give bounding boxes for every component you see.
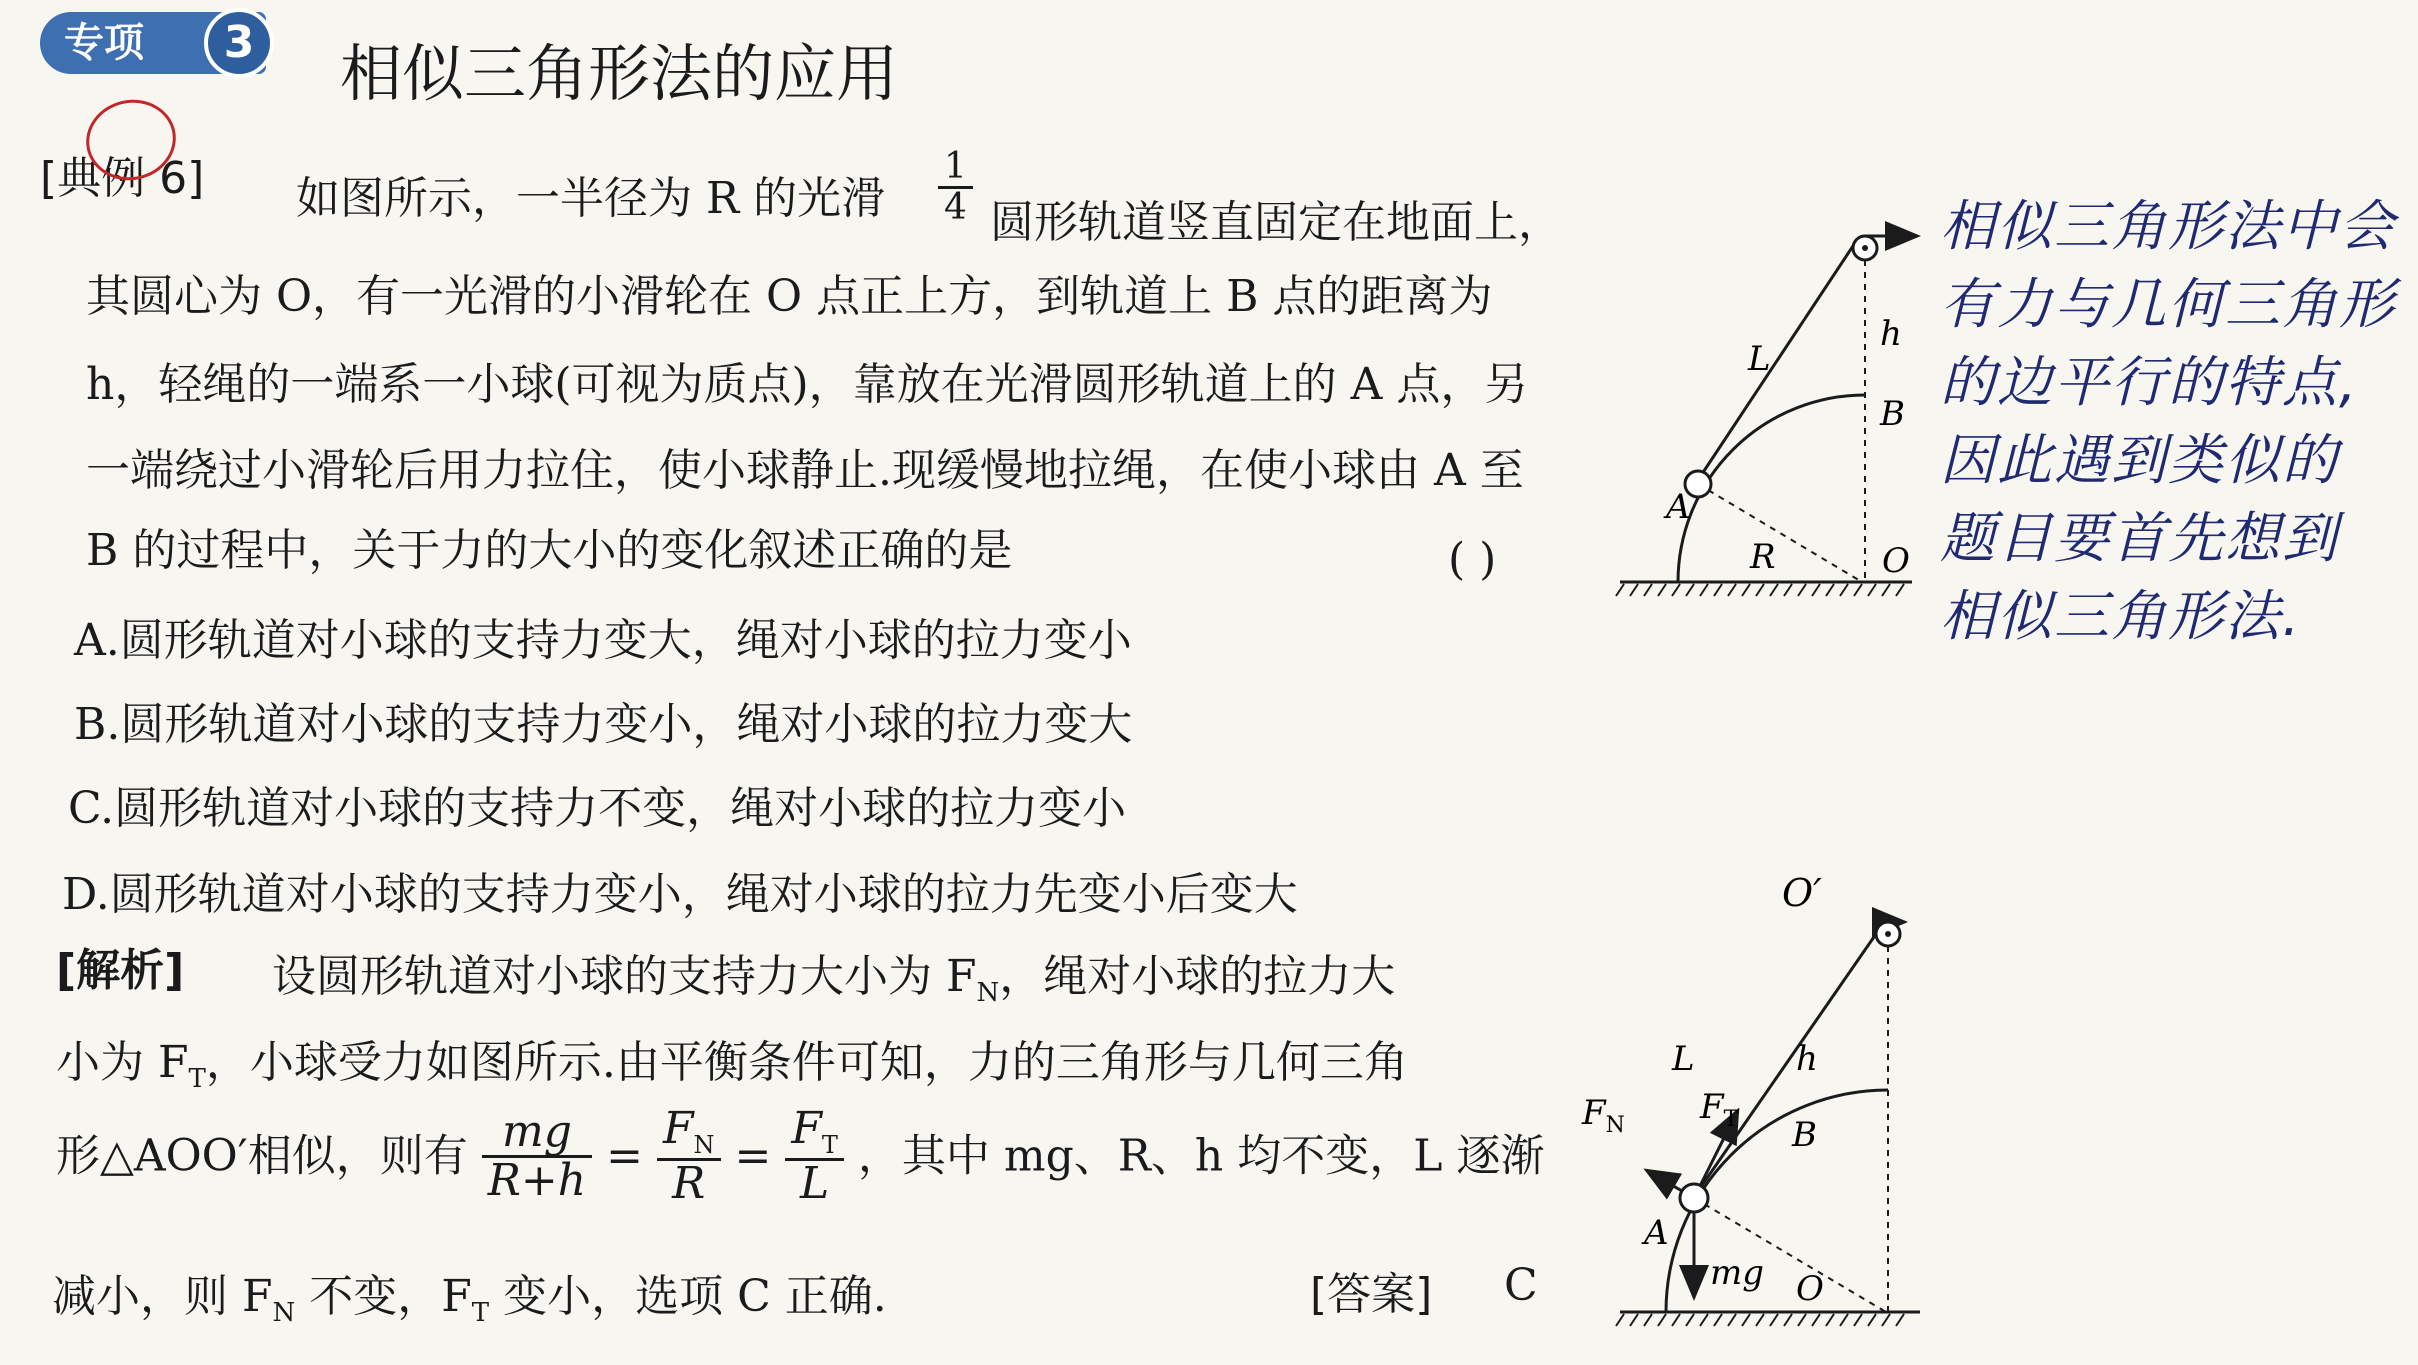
fraction-fn: $\frac{F_N}{R}$ [657, 1106, 721, 1207]
rope-L [1698, 246, 1853, 480]
page-title: 相似三角形法的应用 [340, 37, 899, 110]
solution-line-4: 减小，则 $F_N$ 不变，$F_T$ 变小，选项 C 正确. [52, 1271, 887, 1328]
label-B: B [1792, 1115, 1817, 1155]
example-line-5: B 的过程中，关于力的大小的变化叙述正确的是 [86, 525, 1013, 576]
label-O-prime: O′ [1782, 871, 1822, 915]
label-mg: mg [1710, 1253, 1765, 1293]
option-d: D.圆形轨道对小球的支持力变小，绳对小球的拉力先变小后变大 [62, 869, 1298, 920]
label-FT: $F_T$ [1700, 1087, 1739, 1132]
margin-note-line: 题目要首先想到 [1940, 506, 2340, 570]
fraction-ft: $\frac{F_T}{L}$ [785, 1106, 844, 1207]
label-L: L [1748, 339, 1771, 379]
option-b: B.圆形轨道对小球的支持力变小，绳对小球的拉力变大 [74, 699, 1133, 750]
figure-1-diagram [1600, 200, 1930, 620]
example-tag: [典例 6] [40, 153, 205, 204]
fraction-mg: $\frac{mg}{R+h}$ [482, 1109, 592, 1204]
ground-hatching [1616, 1314, 1904, 1326]
option-c: C.圆形轨道对小球的支持力不变，绳对小球的拉力变小 [68, 783, 1127, 834]
solution-line-2: 小为 $F_T$，小球受力如图所示.由平衡条件可知，力的三角形与几何三角 [56, 1037, 1408, 1094]
section-badge-number: 3 [204, 8, 274, 78]
label-A: A [1666, 487, 1691, 527]
answer-blank: ( ) [1448, 534, 1497, 585]
rope-L [1696, 934, 1876, 1194]
section-badge [40, 12, 266, 74]
label-L: L [1672, 1039, 1695, 1079]
figure-2-diagram [1560, 860, 1930, 1330]
margin-note-line: 因此遇到类似的 [1940, 428, 2340, 492]
example-line-3: h，轻绳的一端系一小球(可视为质点)，靠放在光滑圆形轨道上的 A 点，另 [86, 359, 1529, 410]
option-a: A.圆形轨道对小球的支持力变大，绳对小球的拉力变小 [74, 615, 1132, 666]
ball-A [1680, 1184, 1708, 1212]
margin-note-line: 相似三角形法中会 [1940, 194, 2397, 258]
solution-line-1: 设圆形轨道对小球的支持力大小为 $F_N$，绳对小球的拉力大 [272, 951, 1396, 1008]
label-B: B [1880, 394, 1905, 434]
example-line-1b: 圆形轨道竖直固定在地面上， [990, 197, 1562, 248]
ground-hatching [1616, 584, 1904, 596]
quarter-fraction [938, 148, 973, 227]
label-h: h [1880, 314, 1902, 354]
example-line-1a: 如图所示，一半径为 R 的光滑 [296, 173, 886, 224]
label-R: R [1750, 537, 1776, 577]
label-O: O [1796, 1269, 1824, 1309]
fraction-denominator: 4 [944, 186, 967, 228]
label-A: A [1644, 1213, 1669, 1253]
label-O: O [1882, 541, 1910, 581]
section-badge-text: 专项 [64, 20, 144, 66]
answer-value: C [1504, 1260, 1538, 1311]
fraction-numerator: 1 [938, 148, 973, 189]
example-line-4: 一端绕过小滑轮后用力拉住，使小球静止.现缓慢地拉绳，在使小球由 A 至 [86, 445, 1524, 496]
solution-line-3: 形△AOO′相似，则有 $\frac{mg}{R+h}$ = $\frac{F_N}{R}$ = $\frac{F_T}{L}$ ，其中 mg、R、h 均不变，L 逐渐 [56, 1103, 1545, 1209]
radius-dashed-line [1698, 484, 1862, 582]
example-line-2: 其圆心为 O，有一光滑的小滑轮在 O 点正上方，到轨道上 B 点的距离为 [86, 271, 1493, 322]
answer-label: [答案] [1310, 1269, 1433, 1320]
margin-note-line: 的边平行的特点, [1940, 350, 2359, 414]
margin-note-line: 有力与几何三角形 [1940, 272, 2397, 336]
margin-note [1940, 182, 2396, 650]
label-h: h [1796, 1039, 1818, 1079]
label-FN: $F_N$ [1582, 1093, 1625, 1138]
margin-note-line: 相似三角形法. [1940, 584, 2302, 648]
solution-tag: [解析] [56, 945, 185, 996]
